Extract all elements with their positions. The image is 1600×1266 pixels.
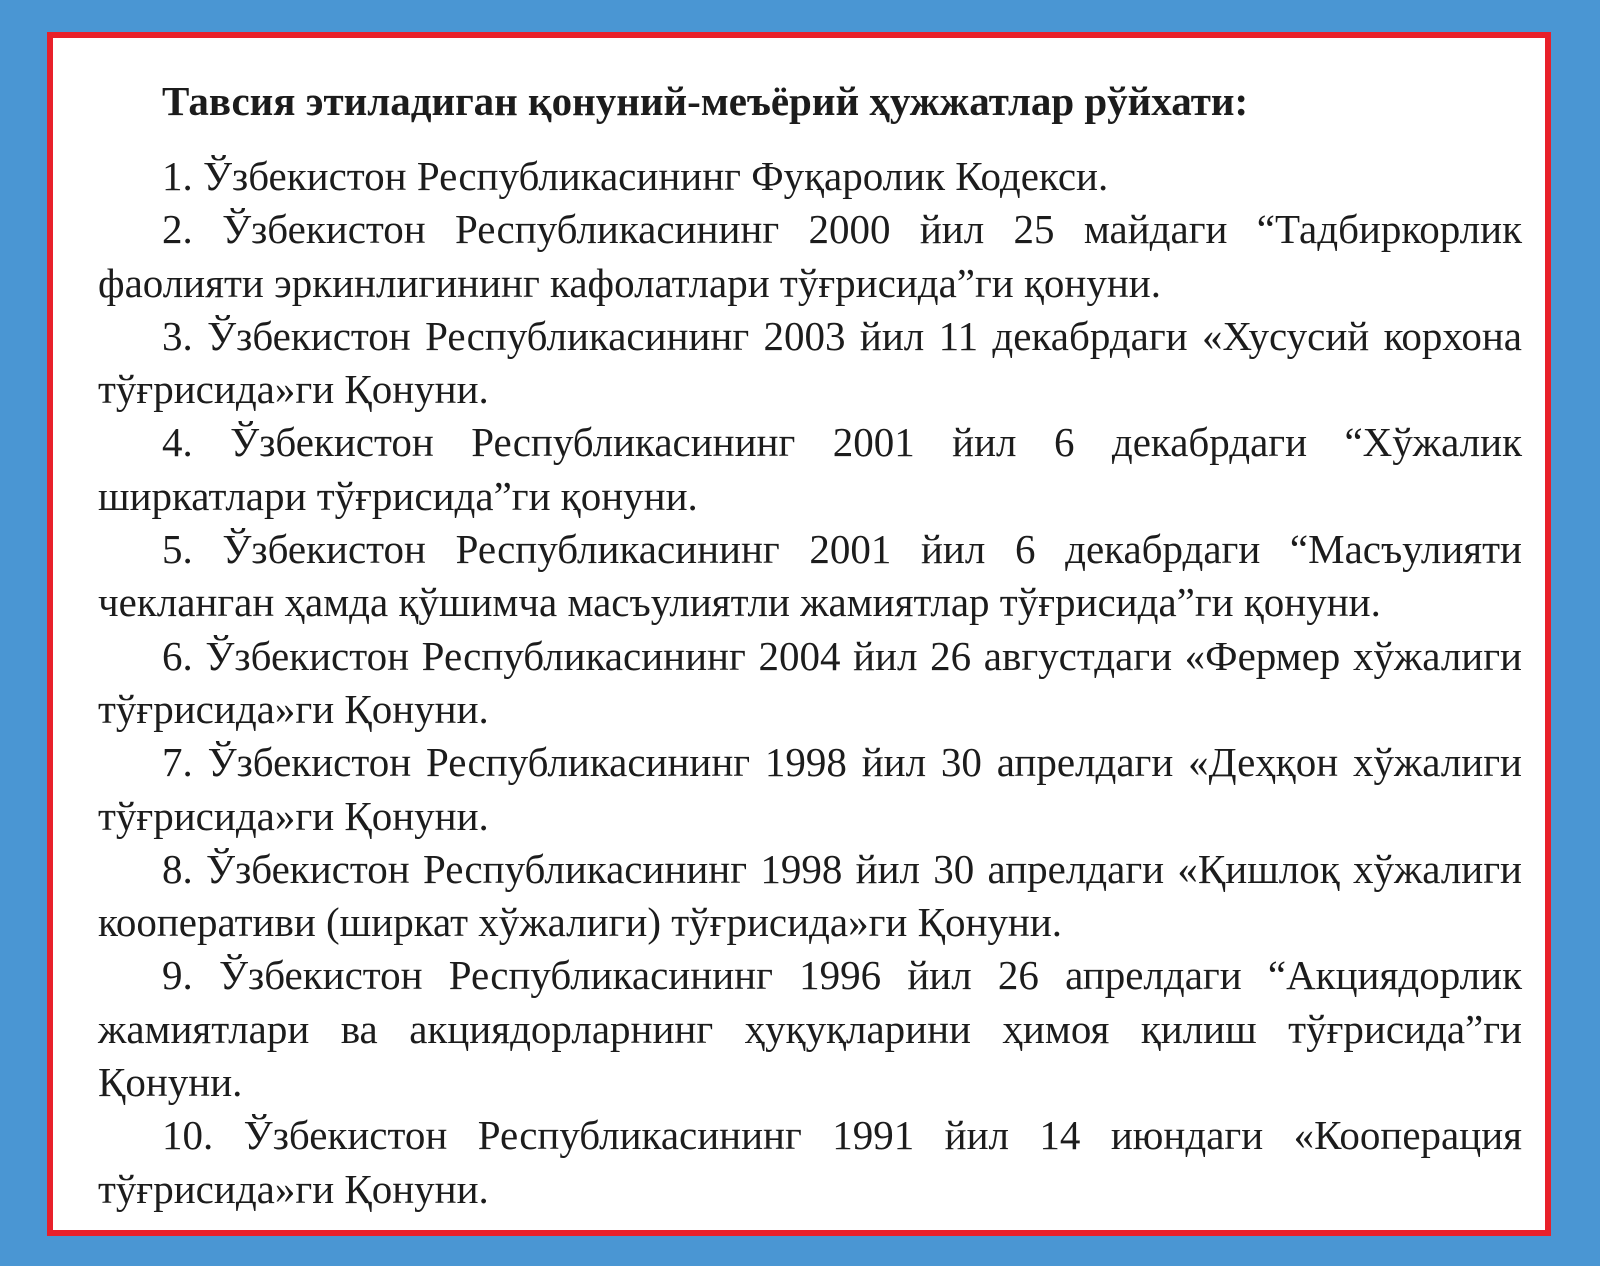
list-item: 6. Ўзбекистон Республикасининг 2004 йил 26 августдаги «Фермер хўжалиги тўғрисида»ги Қонуни. xyxy=(98,632,1522,732)
list-item: 9. Ўзбекистон Республикасининг 1996 йил 26 апрелдаги “Акциядорлик жамиятлари ва акциядорларнинг ҳуқуқларини ҳимоя қилиш тўғрисида”ги Қонуни. xyxy=(98,952,1522,1106)
document-heading: Тавсия этиладиган қонуний-меъёрий ҳужжатлар рўйхати: xyxy=(162,78,1249,124)
list-item: 4. Ўзбекистон Республикасининг 2001 йил 6 декабрдаги “Хўжалик ширкатлари тўғрисида”ги қонуни. xyxy=(98,419,1522,519)
list-item: 5. Ўзбекистон Республикасининг 2001 йил 6 декабрдаги “Масъулияти чекланган ҳамда қўшимча масъулиятли жамиятлар тўғрисида”ги қонуни. xyxy=(98,526,1522,626)
list-item: 8. Ўзбекистон Республикасининг 1998 йил 30 апрелдаги «Қишлоқ хўжалиги кооперативи (ширкат хўжалиги) тўғрисида»ги Қонуни. xyxy=(98,845,1522,946)
list-item: 3. Ўзбекистон Республикасининг 2003 йил 11 декабрдаги «Хусусий корхона тўғрисида»ги Қонуни. xyxy=(98,312,1522,413)
list-item: 7. Ўзбекистон Республикасининг 1998 йил 30 апрелдаги «Деҳқон хўжалиги тўғрисида»ги Қонуни. xyxy=(98,739,1522,839)
list-item: 10. Ўзбекистон Республикасининг 1991 йил 14 июндаги «Кооперация тўғрисида»ги Қонуни. xyxy=(98,1112,1522,1212)
document-body xyxy=(98,72,1522,1216)
document-frame xyxy=(47,32,1551,1236)
list-item: 1. Ўзбекистон Республикасининг Фуқаролик Кодекси. xyxy=(162,153,1109,199)
list-item: 2. Ўзбекистон Республикасининг 2000 йил 25 майдаги “Тадбиркорлик фаолияти эркинлигининг кафолатлари тўғрисида”ги қонуни. xyxy=(98,206,1522,306)
